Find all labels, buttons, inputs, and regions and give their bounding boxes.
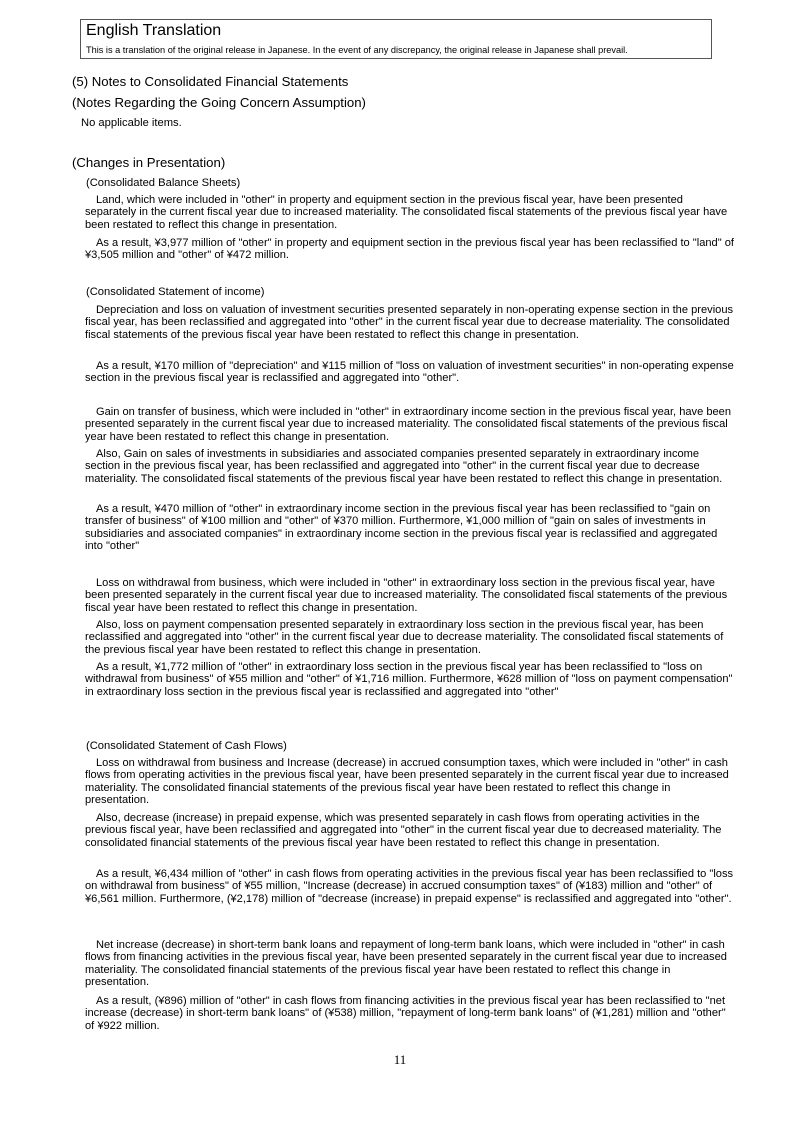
paragraph: Also, Gain on sales of investments in subsidiaries and associated companies presented separately in extraordinary income section in the previous fiscal year, has been reclassified and aggregated into "other" in the current fiscal year due to decrease materiality. The consolidated fiscal statements of the previous fiscal year have been restated to reflect this change in presentation.	[85, 448, 723, 485]
banner-note: This is a translation of the original release in Japanese. In the event of any discrepancy, the original release in Japanese shall prevail.	[86, 45, 628, 55]
paragraph: Net increase (decrease) in short-term bank loans and repayment of long-term bank loans, which were included in "other" in cash flows from financing activities in the previous fiscal year, have been presented separately in the current fiscal year due to increased materiality. The consolidated financial statements of the previous fiscal year have been restated to reflect this change in presentation.	[85, 939, 727, 988]
paragraph: Land, which were included in "other" in property and equipment section in the previous fiscal year, have been presented separately in the current fiscal year due to increased materiality. The consolidated fiscal statements of the previous fiscal year have been restated to reflect this change in presentation.	[85, 194, 728, 231]
paragraph: As a result, ¥3,977 million of "other" in property and equipment section in the previous fiscal year has been reclassified to "land" of ¥3,505 million and "other" of ¥472 million.	[85, 237, 734, 262]
paragraph: As a result, ¥6,434 million of "other" in cash flows from operating activities in the previous fiscal year has been reclassified to "loss on withdrawal from business" of ¥55 million, "Increase (decrease) in accrued consumption taxes" of (¥183) million and "other" of ¥6,561 million. Furthermore, (¥2,178) million of "decrease (increase) in prepaid expense" is reclassified and aggregated into "other".	[85, 868, 734, 905]
balance-sheets-heading: (Consolidated Balance Sheets)	[86, 177, 241, 189]
paragraph: Also, decrease (increase) in prepaid expense, which was presented separately in cash flows from operating activities in the previous fiscal year, have been reclassified and aggregated into "other" in the current fiscal year due to decreased materiality. The consolidated financial statements of the previous fiscal year have been restated to reflect this change in presentation.	[85, 812, 722, 849]
paragraph: As a result, (¥896) million of "other" in cash flows from financing activities in the previous fiscal year has been reclassified to "net increase (decrease) in short-term bank loans" of (¥538) million, "repayment of long-term bank loans" of (¥1,281) million and "other" of ¥922 million.	[85, 995, 726, 1032]
banner-title: English Translation	[86, 22, 222, 39]
section-title: (5) Notes to Consolidated Financial Statements	[72, 74, 349, 89]
paragraph: As a result, ¥1,772 million of "other" in extraordinary loss section in the previous fiscal year has been reclassified to "loss on withdrawal from business" of ¥55 million and "other" of ¥1,716 million. Furthermore, ¥628 million of "loss on payment compensation" in extraordinary loss section in the previous fiscal year is reclassified and aggregated into "other"	[85, 661, 733, 698]
paragraph: As a result, ¥170 million of "depreciation" and ¥115 million of "loss on valuation of investment securities" in non-operating expense section in the previous fiscal year is reclassified and aggregated into "other".	[85, 360, 734, 385]
paragraph: As a result, ¥470 million of "other" in extraordinary income section in the previous fiscal year has been reclassified to "gain on transfer of business" of ¥100 million and "other" of ¥370 million. Furthermore, ¥1,000 million of "gain on sales of investments in subsidiaries and associated companies" in extraordinary income section in the previous fiscal year is reclassified and aggregated into "other"	[85, 503, 718, 552]
cash-flows-heading: (Consolidated Statement of Cash Flows)	[86, 740, 287, 752]
going-concern-heading: (Notes Regarding the Going Concern Assumption)	[72, 95, 366, 110]
paragraph: Loss on withdrawal from business and Increase (decrease) in accrued consumption taxes, which were included in "other" in cash flows from operating activities in the previous fiscal year, have been presented separately in the current fiscal year due to increased materiality. The consolidated financial statements of the previous fiscal year have been restated to reflect this change in presentation.	[85, 757, 729, 806]
translation-banner	[80, 19, 712, 59]
paragraph: Also, loss on payment compensation presented separately in extraordinary loss section in the previous fiscal year, has been reclassified and aggregated into "other" in the current fiscal year due to decrease materiality. The consolidated fiscal statements of the previous fiscal year have been restated to reflect this change in presentation.	[85, 619, 724, 656]
paragraph: Loss on withdrawal from business, which were included in "other" in extraordinary loss section in the previous fiscal year, have been presented separately in the current fiscal year due to increased materiality. The consolidated fiscal statements of the previous fiscal year have been restated to reflect this change in presentation.	[85, 577, 728, 614]
paragraph: Gain on transfer of business, which were included in "other" in extraordinary income section in the previous fiscal year, have been presented separately in the current fiscal year due to increased materiality. The consolidated fiscal statements of the previous fiscal year have been restated to reflect this change in presentation.	[85, 406, 732, 443]
going-concern-text: No applicable items.	[81, 117, 182, 129]
changes-heading: (Changes in Presentation)	[72, 155, 226, 170]
page-number: 11	[393, 1052, 407, 1067]
paragraph: Depreciation and loss on valuation of investment securities presented separately in non-operating expense section in the previous fiscal year, has been reclassified and aggregated into "other" in the current fiscal year due to decrease materiality. The consolidated fiscal statements of the previous fiscal year have been restated to reflect this change in presentation.	[85, 304, 734, 341]
income-heading: (Consolidated Statement of income)	[86, 286, 265, 298]
